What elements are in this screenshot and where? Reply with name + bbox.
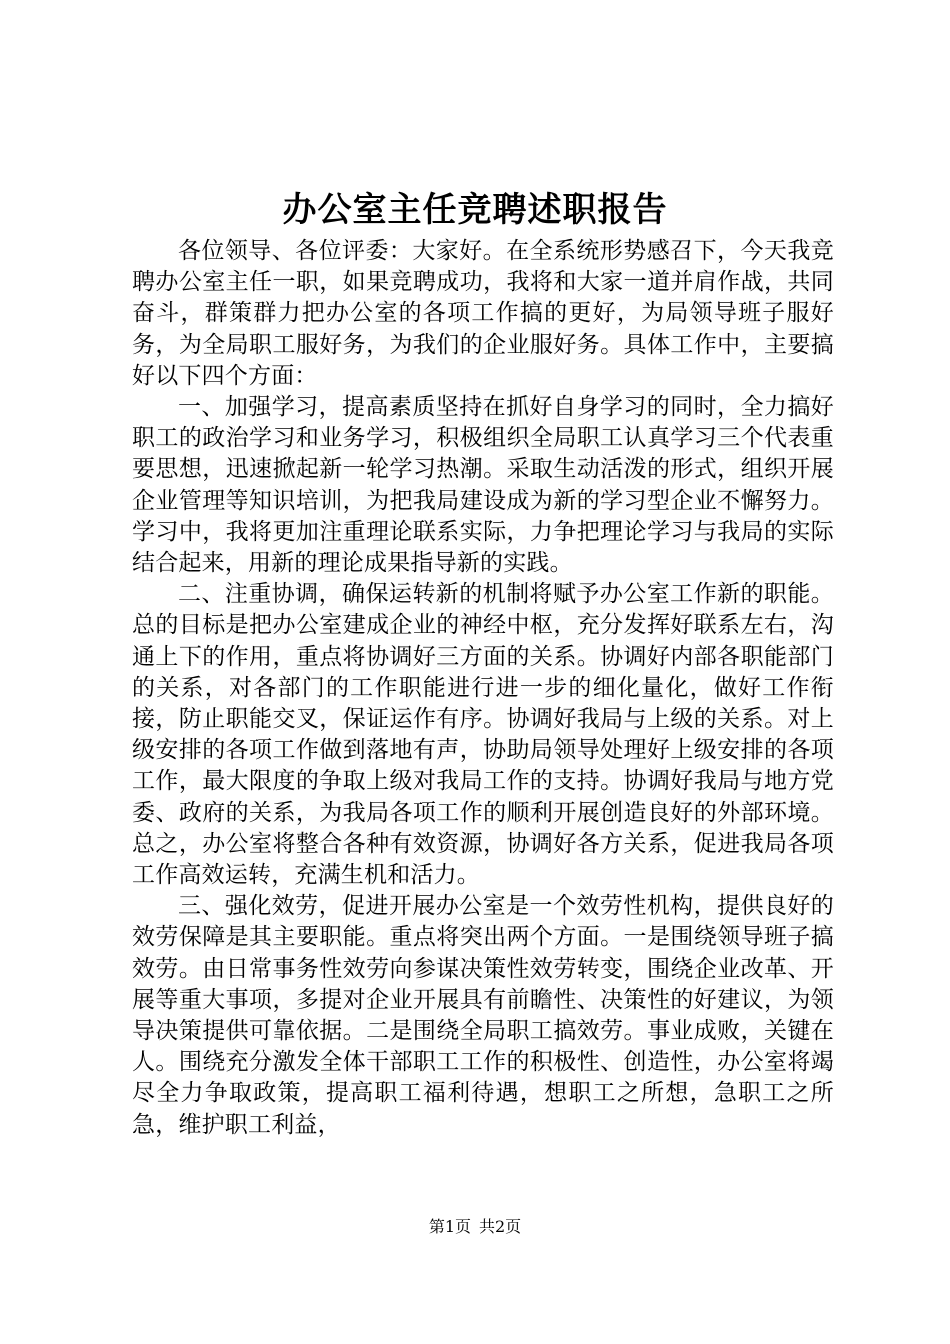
page-total: 共2页	[479, 1217, 522, 1236]
document-body	[132, 236, 834, 1141]
paragraph-intro: 各位领导、各位评委：大家好。在全系统形势感召下，今天我竞聘办公室主任一职，如果竞聘成功，我将和大家一道并肩作战，共同奋斗，群策群力把办公室的各项工作搞的更好，为局领导班子服好务，为全局职工服好务，为我们的企业服好务。具体工作中，主要搞好以下四个方面：	[132, 238, 834, 389]
paragraph-coordination: 二、注重协调，确保运转新的机制将赋予办公室工作新的职能。总的目标是把办公室建成企业的神经中枢，充分发挥好联系左右，沟通上下的作用，重点将协调好三方面的关系。协调好内部各职能部门的关系，对各部门的工作职能进行进一步的细化量化，做好工作衔接，防止职能交叉，保证运作有序。协调好我局与上级的关系。对上级安排的各项工作做到落地有声，协助局领导处理好上级安排的各项工作，最大限度的争取上级对我局工作的支持。协调好我局与地方党委、政府的关系，为我局各项工作的顺利开展创造良好的外部环境。总之，办公室将整合各种有效资源，协调好各方关系，促进我局各项工作高效运转，充满生机和活力。	[132, 581, 834, 889]
page-number: 第1页	[428, 1217, 471, 1236]
paragraph-service: 三、强化效劳，促进开展办公室是一个效劳性机构，提供良好的效劳保障是其主要职能。重点将突出两个方面。一是围绕领导班子搞效劳。由日常事务性效劳向参谋决策性效劳转变，围绕企业改革、开展等重大事项，多提对企业开展具有前瞻性、决策性的好建议，为领导决策提供可靠依据。二是围绕全局职工搞效劳。事业成败，关键在人。围绕充分激发全体干部职工工作的积极性、创造性，办公室将竭尽全力争取政策，提高职工福利待遇，想职工之所想，急职工之所急，维护职工利益，	[132, 893, 834, 1138]
document-title: 办公室主任竞聘述职报告	[282, 190, 668, 230]
page-footer	[0, 1216, 950, 1238]
paragraph-study: 一、加强学习，提高素质坚持在抓好自身学习的同时，全力搞好职工的政治学习和业务学习，积极组织全局职工认真学习三个代表重要思想，迅速掀起新一轮学习热潮。采取生动活泼的形式，组织开展企业管理等知识培训，为把我局建设成为新的学习型企业不懈努力。学习中，我将更加注重理论联系实际，力争把理论学习与我局的实际结合起来，用新的理论成果指导新的实践。	[132, 394, 834, 577]
